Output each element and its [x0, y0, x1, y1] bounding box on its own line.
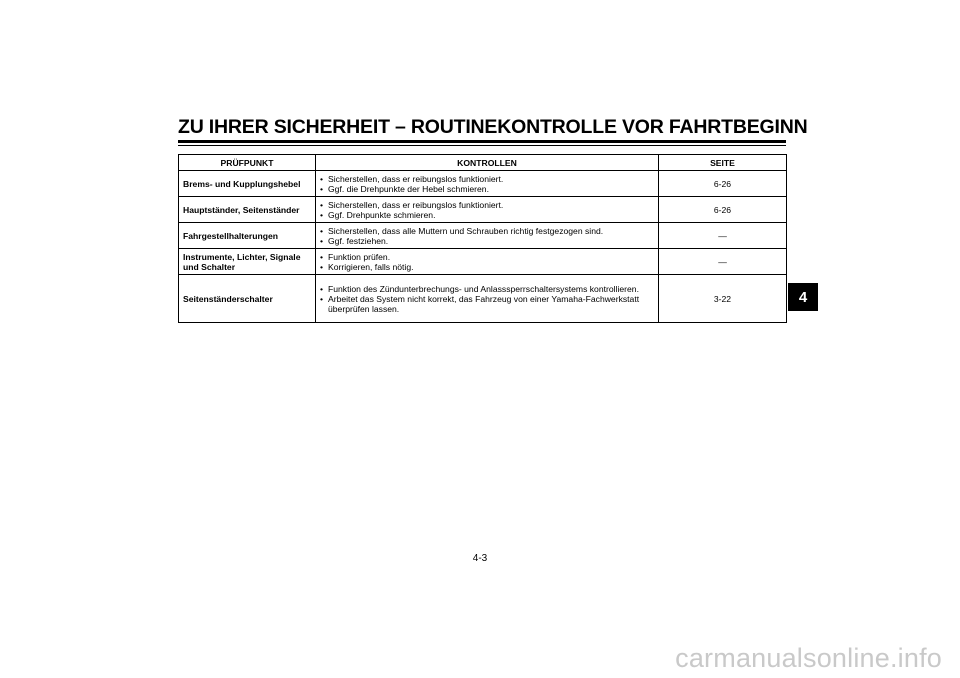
page-number: 4-3	[472, 553, 488, 564]
watermark: carmanualsonline.info	[675, 643, 942, 673]
table-row	[179, 223, 787, 249]
column-header-page: SEITE	[659, 155, 787, 171]
cell-point: Instrumente, Lichter, Signale und Schalter	[179, 249, 316, 275]
check-item: • Sicherstellen, dass er reibungslos funktioniert.	[320, 200, 654, 210]
check-item: • Ggf. Drehpunkte schmieren.	[320, 210, 654, 220]
table-row	[179, 249, 787, 275]
column-header-point: PRÜFPUNKT	[179, 155, 316, 171]
table-row	[179, 275, 787, 323]
check-item: • Ggf. die Drehpunkte der Hebel schmieren.	[320, 184, 654, 194]
table-header-row	[179, 155, 787, 171]
cell-page: —	[659, 249, 787, 275]
cell-checks	[316, 197, 659, 223]
title-rule-thick	[178, 140, 786, 143]
chapter-tab: 4	[788, 283, 818, 311]
table-row	[179, 171, 787, 197]
cell-checks	[316, 223, 659, 249]
cell-checks	[316, 171, 659, 197]
cell-checks	[316, 249, 659, 275]
cell-point: Seitenständerschalter	[179, 275, 316, 323]
check-item: • Sicherstellen, dass alle Muttern und Schrauben richtig festgezogen sind.	[320, 226, 654, 236]
cell-page: 6-26	[659, 197, 787, 223]
column-header-checks: KONTROLLEN	[316, 155, 659, 171]
check-item: • Sicherstellen, dass er reibungslos funktioniert.	[320, 174, 654, 184]
cell-page: 3-22	[659, 275, 787, 323]
check-item: • Korrigieren, falls nötig.	[320, 262, 654, 272]
cell-page: 6-26	[659, 171, 787, 197]
cell-page: —	[659, 223, 787, 249]
title-rule-thin	[178, 145, 786, 146]
routine-check-table	[178, 154, 787, 323]
cell-checks	[316, 275, 659, 323]
cell-point: Brems- und Kupplungshebel	[179, 171, 316, 197]
cell-point: Fahrgestellhalterungen	[179, 223, 316, 249]
cell-point: Hauptständer, Seitenständer	[179, 197, 316, 223]
table-row	[179, 197, 787, 223]
check-item: • Arbeitet das System nicht korrekt, das Fahrzeug von einer Yamaha-Fachwerkstatt überprüfen lassen.	[320, 294, 654, 314]
page-title: ZU IHRER SICHERHEIT – ROUTINEKONTROLLE VOR FAHRTBEGINN	[178, 116, 808, 138]
check-item: • Funktion des Zündunterbrechungs- und Anlasssperrschaltersystems kontrollieren.	[320, 284, 654, 294]
check-item: • Funktion prüfen.	[320, 252, 654, 262]
check-item: • Ggf. festziehen.	[320, 236, 654, 246]
